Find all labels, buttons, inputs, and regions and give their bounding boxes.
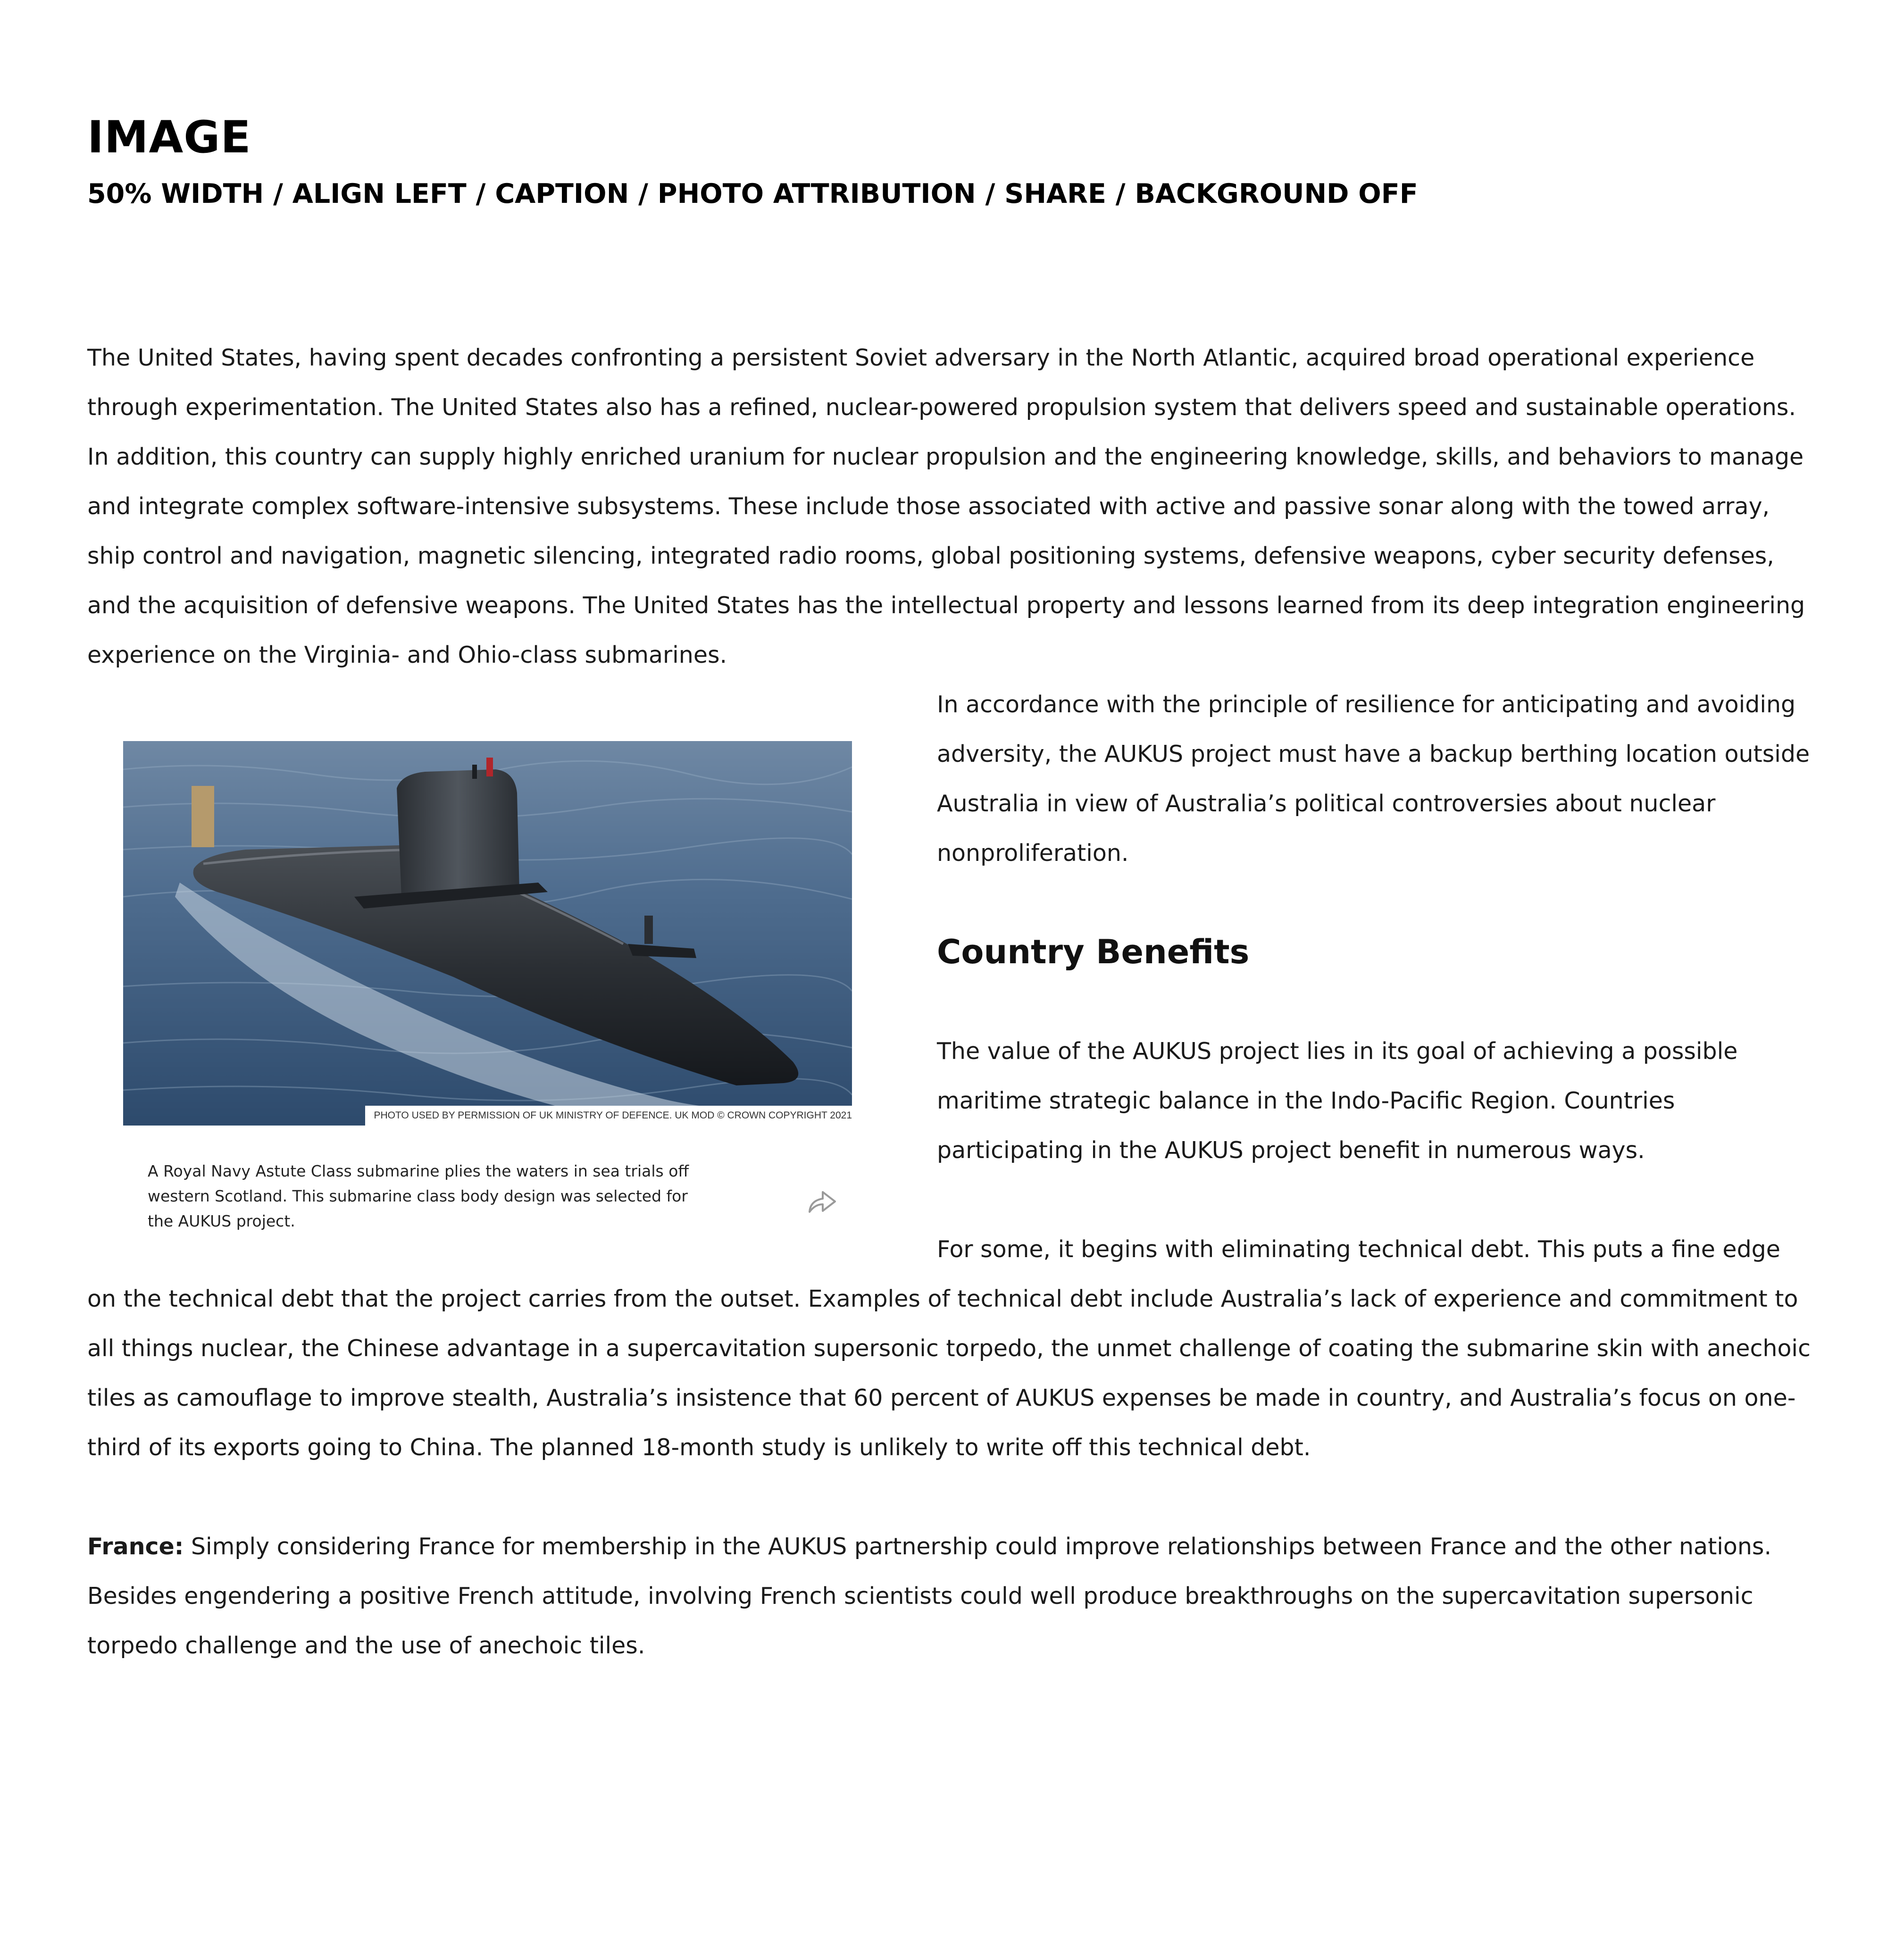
share-arrow-icon xyxy=(807,1188,838,1215)
paragraph-us-experience: The United States, having spent decades confronting a persistent Soviet adversary in the North Atlantic, acquired broad operational experience through experimentation. The United States also has a refined, nuclear-powered propulsion system that delivers speed and sustainable operations. In addition, this country can supply highly enriched uranium for nuclear propulsion and the engineering knowledge, skills, and behaviors to manage and integrate complex software-intensive subsystems. These include those associated with active and passive sonar along with the towed array, ship control and navigation, magnetic silencing, integrated radio rooms, global positioning systems, defensive weapons, cyber security defenses, and the acquisition of defensive weapons. The United States has the intellectual property and lessons learned from its deep integration engineering experience on the Virginia- and Ohio-class submarines. xyxy=(87,344,1805,668)
submarine-photo xyxy=(123,741,852,1126)
image-figure xyxy=(123,680,852,1234)
page-title: IMAGE xyxy=(87,112,251,163)
paragraph-technical-debt: For some, it begins with eliminating technical debt. This puts a fine edge on the technical debt that the project carries from the outset. Examples of technical debt include Australia’s lack of experience and commitment to all things nuclear, the Chinese advantage in a supercavitation supersonic torpedo, the unmet challenge of coating the submarine skin with anechoic tiles as camouflage to improve stealth, Australia’s insistence that 60 percent of AUKUS expenses be made in country, and Australia’s focus on one-third of its exports going to China. The planned 18-month study is unlikely to write off this technical debt. xyxy=(87,1236,1811,1461)
heading-country-benefits: Country Benefits xyxy=(937,933,1250,971)
caption-row xyxy=(123,1159,852,1234)
submarine-illustration xyxy=(123,741,852,1126)
paragraph-backup-berthing: In accordance with the principle of resilience for anticipating and avoiding adversity, the AUKUS project must have a backup berthing location outside Australia in view of Australia’s political controversies about nuclear nonproliferation. xyxy=(937,691,1810,867)
paragraph-aukus-value: The value of the AUKUS project lies in its goal of achieving a possible maritime strategic balance in the Indo-Pacific Region. Countries participating in the AUKUS project benefit in numerous ways. xyxy=(937,1038,1738,1164)
article-body xyxy=(87,333,1814,1670)
paragraph-france xyxy=(87,1522,1814,1670)
share-button[interactable] xyxy=(807,1182,838,1209)
photo-attribution: PHOTO USED BY PERMISSION OF UK MINISTRY OF DEFENCE. UK MOD © CROWN COPYRIGHT 2021 xyxy=(365,1106,852,1126)
page-subtitle: 50% WIDTH / ALIGN LEFT / CAPTION / PHOTO ATTRIBUTION / SHARE / BACKGROUND OFF xyxy=(87,178,1418,209)
image-caption: A Royal Navy Astute Class submarine plies the waters in sea trials off western Scotland. This submarine class body design was selected for the AUKUS project. xyxy=(148,1162,689,1230)
france-label: France: xyxy=(87,1533,184,1560)
france-text: Simply considering France for membership in the AUKUS partnership could improve relationships between France and the other nations. Besides engendering a positive French attitude, involving French scientists could well produce breakthroughs on the supercavitation supersonic torpedo challenge and the use of anechoic tiles. xyxy=(87,1533,1772,1659)
